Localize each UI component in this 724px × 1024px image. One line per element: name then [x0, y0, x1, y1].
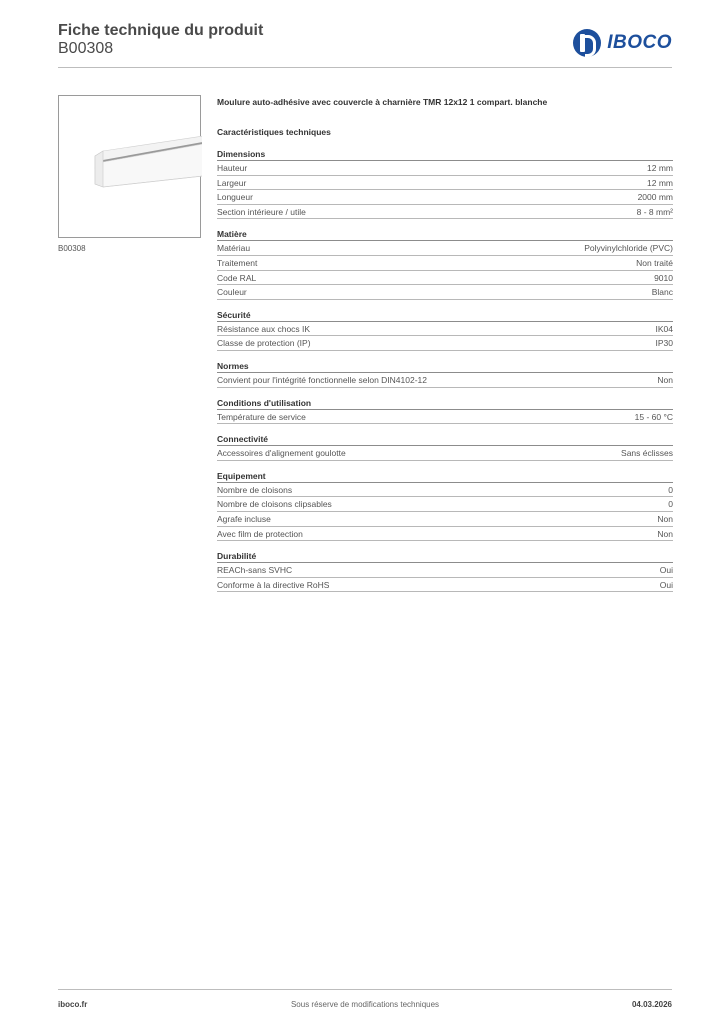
spec-row	[217, 483, 673, 498]
spec-value: Sans éclisses	[621, 448, 673, 459]
spec-row	[217, 190, 673, 205]
section-title: Conditions d'utilisation	[217, 396, 673, 410]
spec-row	[217, 527, 673, 542]
spec-value: 12 mm	[647, 163, 673, 173]
spec-value: 12 mm	[647, 177, 673, 188]
spec-label: Résistance aux chocs IK	[217, 323, 311, 334]
footer-date: 04.03.2026	[631, 1000, 672, 1009]
spec-row	[217, 241, 673, 256]
spec-value: Non	[657, 374, 673, 385]
spec-label: Largeur	[217, 177, 247, 188]
logo-text: IBOCO	[607, 32, 672, 53]
spec-label: Code RAL	[217, 272, 257, 283]
document-title: Fiche technique du produit	[58, 22, 264, 39]
spec-section-material	[217, 227, 673, 299]
spec-label: Conforme à la directive RoHS	[217, 579, 330, 590]
spec-row	[217, 373, 673, 388]
spec-row	[217, 205, 673, 220]
spec-row	[217, 446, 673, 461]
product-name: Moulure auto-adhésive avec couvercle à charnière TMR 12x12 1 compart. blanche	[217, 97, 548, 107]
spec-label: Classe de protection (IP)	[217, 338, 311, 349]
spec-section-dimensions	[217, 147, 673, 219]
spec-value: Non	[657, 528, 673, 539]
spec-value: 15 - 60 °C	[634, 411, 673, 422]
section-title: Sécurité	[217, 308, 673, 322]
spec-value: 0	[668, 499, 673, 510]
page-footer	[58, 989, 672, 1013]
spec-section-standards	[217, 359, 673, 388]
spec-row	[217, 271, 673, 286]
spec-label: Section intérieure / utile	[217, 206, 306, 217]
footer-notice: Sous réserve de modifications techniques	[290, 1000, 440, 1009]
spec-row	[217, 322, 673, 337]
spec-label: Avec film de protection	[217, 528, 303, 539]
spec-label: REACh-sans SVHC	[217, 565, 293, 576]
section-title: Connectivité	[217, 432, 673, 446]
page-header	[58, 20, 672, 68]
photo-caption: B00308	[58, 244, 86, 253]
section-title: Durabilité	[217, 549, 673, 563]
footer-website-link[interactable]: iboco.fr	[58, 1000, 88, 1009]
spec-value: 8 - 8 mm²	[636, 206, 673, 217]
spec-label: Accessoires d'alignement goulotte	[217, 448, 346, 459]
spec-value: 2000 mm	[637, 192, 673, 203]
spec-section-equipment	[217, 469, 673, 541]
section-title: Matière	[217, 227, 673, 241]
spec-label: Nombre de cloisons	[217, 484, 293, 495]
spec-value: Non traité	[636, 257, 673, 268]
product-code: B00308	[58, 40, 114, 57]
spec-value: IP30	[655, 338, 673, 349]
spec-value: IK04	[655, 323, 673, 334]
spec-row	[217, 336, 673, 351]
spec-label: Traitement	[217, 257, 258, 268]
spec-row	[217, 410, 673, 425]
spec-row	[217, 563, 673, 578]
spec-row	[217, 161, 673, 176]
section-title: Normes	[217, 359, 673, 373]
spec-row	[217, 176, 673, 191]
spec-label: Nombre de cloisons clipsables	[217, 499, 332, 510]
section-title: Equipement	[217, 469, 673, 483]
spec-value: Oui	[659, 579, 673, 590]
spec-value: Polyvinylchloride (PVC)	[584, 243, 673, 254]
spec-section-durability	[217, 549, 673, 592]
spec-section-connectivity	[217, 432, 673, 461]
spec-row	[217, 512, 673, 527]
spec-value: 0	[668, 484, 673, 495]
spec-label: Hauteur	[217, 163, 248, 173]
spec-section-security	[217, 308, 673, 351]
product-photo	[58, 95, 201, 238]
section-title: Dimensions	[217, 147, 673, 161]
specs-heading: Caractéristiques techniques	[217, 127, 331, 137]
spec-row	[217, 285, 673, 300]
cable-duct-illustration	[59, 96, 202, 239]
specifications-panel	[217, 95, 673, 592]
logo-mark-icon	[573, 29, 601, 57]
spec-value: 9010	[654, 272, 673, 283]
spec-row	[217, 497, 673, 512]
spec-section-usage-conditions	[217, 396, 673, 425]
spec-row	[217, 578, 673, 593]
spec-label: Matériau	[217, 243, 251, 254]
spec-label: Longueur	[217, 192, 253, 203]
spec-label: Température de service	[217, 411, 306, 422]
spec-value: Non	[657, 513, 673, 524]
spec-label: Agrafe incluse	[217, 513, 271, 524]
spec-value: Blanc	[651, 287, 673, 298]
spec-row	[217, 256, 673, 271]
spec-label: Convient pour l'intégrité fonctionnelle selon DIN4102-12	[217, 374, 428, 385]
spec-label: Couleur	[217, 287, 247, 298]
brand-logo	[573, 28, 672, 58]
spec-value: Oui	[659, 565, 673, 576]
